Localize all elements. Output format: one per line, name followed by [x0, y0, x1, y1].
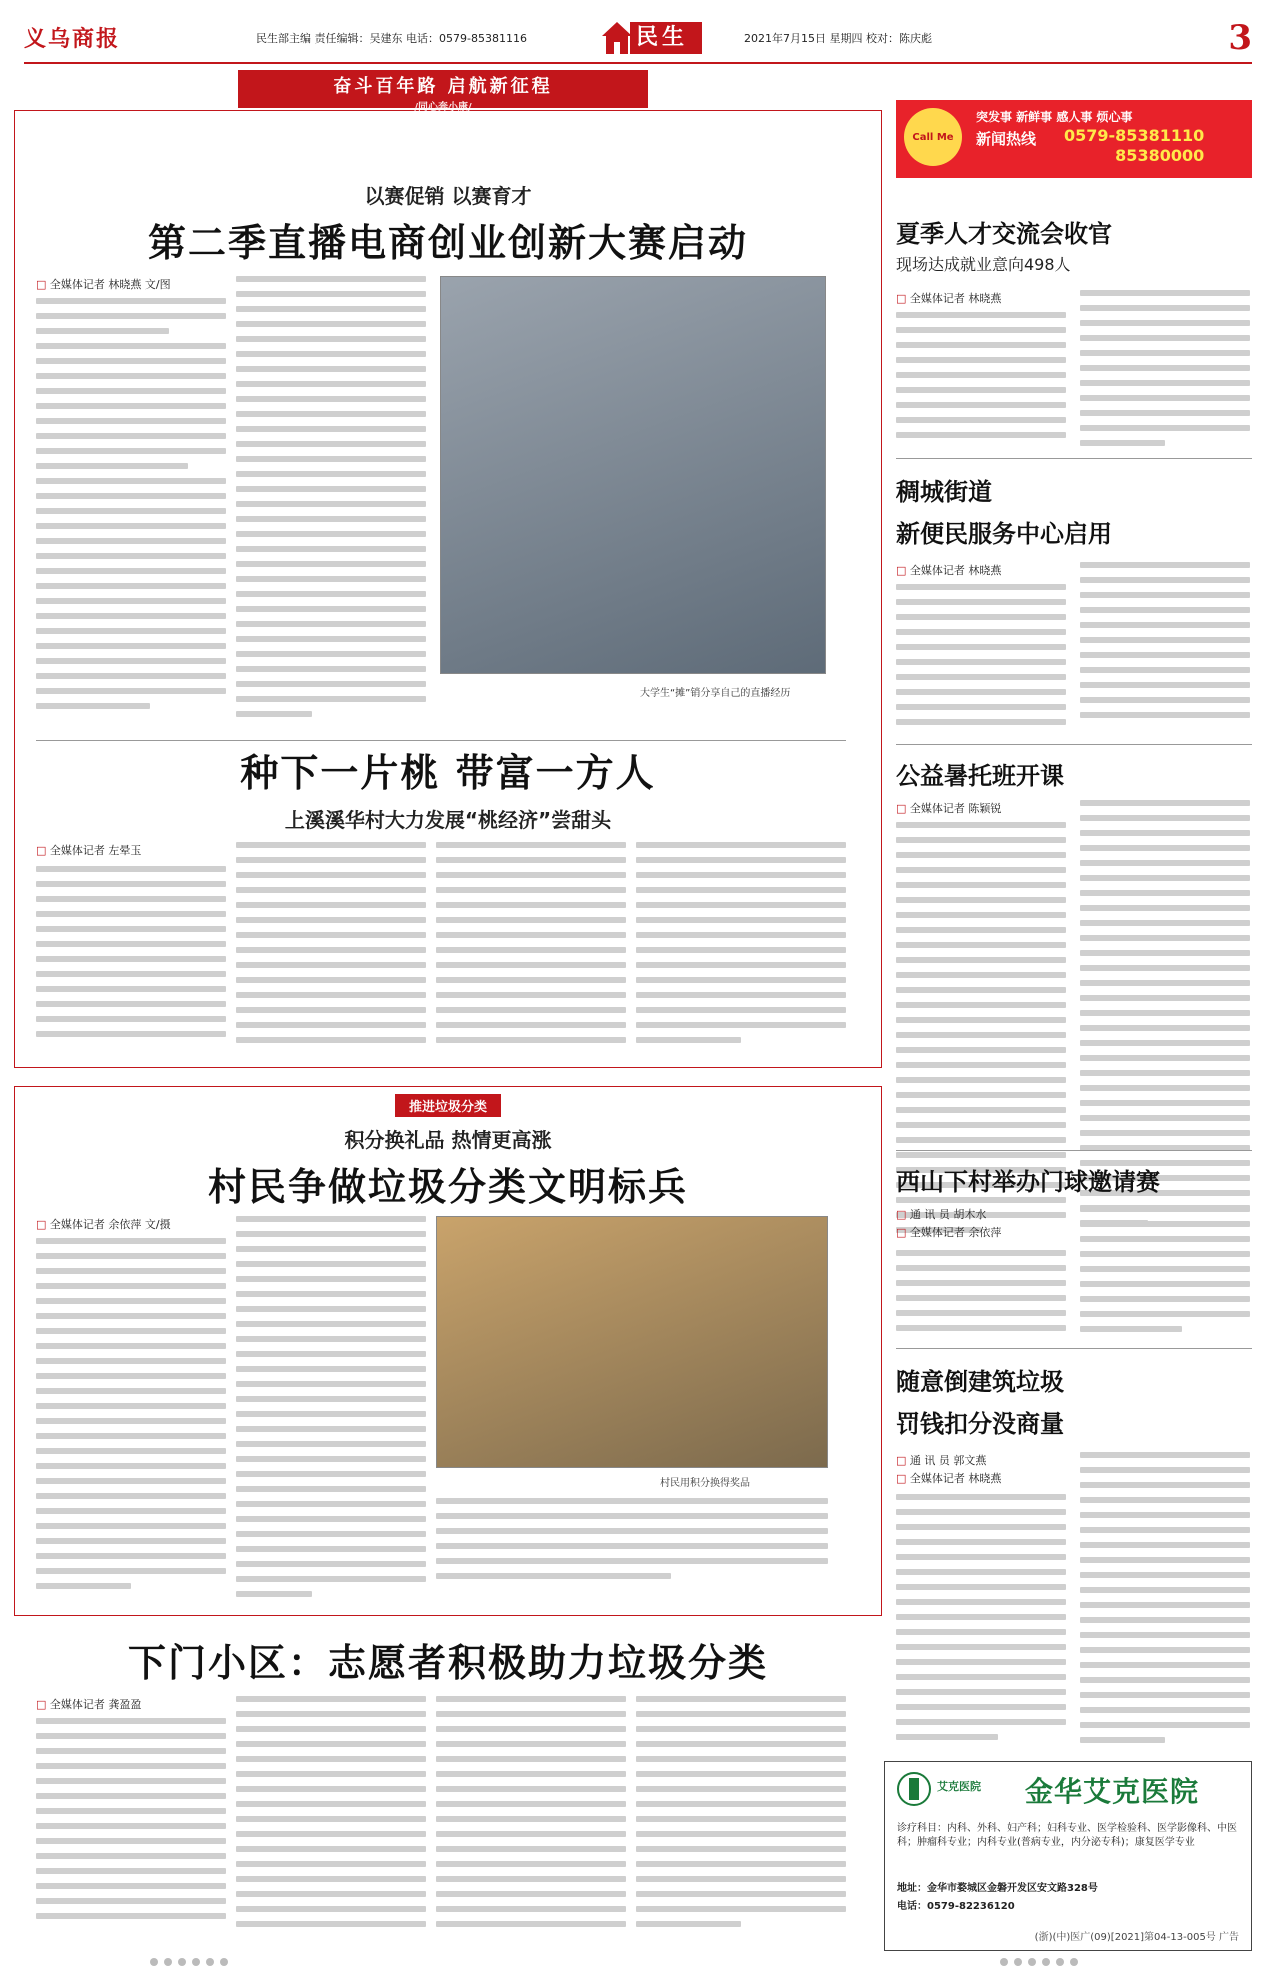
right-5-byline-2: □ 全媒体记者 林晓燕: [896, 1470, 1001, 1486]
article-3-col-2: [236, 1216, 426, 1606]
right-2-col-1: [896, 584, 1066, 734]
news-hotline-ad: [896, 100, 1252, 178]
page-number: 3: [1228, 18, 1252, 58]
article-3-byline: □ 全媒体记者 余依萍 文/摄: [36, 1216, 171, 1232]
right-5-col-2: [1080, 1452, 1250, 1752]
article-2-byline: □ 全媒体记者 左晕玉: [36, 842, 141, 858]
right-1-col-1: [896, 312, 1066, 447]
right-4-byline-2: □ 全媒体记者 余依萍: [896, 1224, 1001, 1240]
right-5-col-1: [896, 1494, 1066, 1749]
article-1-col-1: [36, 298, 226, 718]
article-2-col-4: [636, 842, 846, 1052]
article-2-col-1: [36, 866, 226, 1046]
right-1-title: 夏季人才交流会收官: [896, 220, 1112, 248]
article-4-byline: □ 全媒体记者 龚盈盈: [36, 1696, 141, 1712]
article-2-subtitle: 上溪溪华村大力发展“桃经济”尝甜头: [284, 808, 612, 832]
ad-license: (浙)(中)医广(09)[2021]第04-13-005号 广告: [1034, 1932, 1239, 1943]
hotline-title: 新闻热线: [976, 130, 1037, 148]
header-rule: [24, 62, 1252, 64]
hospital-ad: [884, 1761, 1252, 1951]
right-divider-2: [896, 744, 1252, 745]
article-4-col-2: [236, 1696, 426, 1936]
anniversary-banner: [238, 70, 648, 113]
hospital-logo-icon: [897, 1772, 931, 1806]
masthead: [24, 18, 1252, 58]
article-4-col-4: [636, 1696, 846, 1936]
ad-address: 地址：金华市婺城区金磐开发区安文路328号: [897, 1883, 1098, 1894]
article-3-tag-label: 推进垃圾分类: [395, 1094, 501, 1117]
right-4-title: 西山下村举办门球邀请赛: [896, 1168, 1160, 1196]
right-divider-3: [896, 1150, 1252, 1151]
ad-services: 诊疗科目：内科、外科、妇产科；妇科专业、医学检验科、医学影像科、中医科；肿瘤科专业；内科专业(普病专业，内分泌专科)；康复医学专业: [897, 1823, 1237, 1848]
article-1-byline: □ 全媒体记者 林晓燕 文/图: [36, 276, 171, 292]
article-4-col-1: [36, 1718, 226, 1928]
article-3-title: 村民争做垃圾分类文明标兵: [207, 1165, 688, 1209]
right-2-title-2: 新便民服务中心启用: [896, 520, 1112, 548]
article-4-col-3: [436, 1696, 626, 1936]
right-4-byline-1: □ 通 讯 员 胡木水: [896, 1206, 986, 1222]
date-line: 2021年7月15日 星期四 校对：陈庆彪: [744, 32, 932, 45]
banner-title: 奋斗百年路 启航新征程: [333, 76, 553, 97]
ad-title: 金华艾克医院: [1025, 1775, 1200, 1808]
right-divider-4: [896, 1348, 1252, 1349]
editor-info: 民生部主编 责任编辑：吴建东 电话：0579-85381116: [256, 32, 527, 45]
hotline-tags: 突发事 新鲜事 感人事 烦心事: [976, 110, 1133, 124]
article-3-kicker: 积分换礼品 热情更高涨: [344, 1128, 552, 1152]
right-4-col-2: [1080, 1206, 1250, 1341]
right-5-title-1: 随意倒建筑垃圾: [896, 1368, 1064, 1396]
ad-phone: 电话：0579-82236120: [897, 1901, 1015, 1912]
article-2-col-2: [236, 842, 426, 1052]
article-3-tag: [14, 1094, 882, 1117]
article-1-photo: [440, 276, 826, 674]
section-name: 民生: [630, 22, 702, 54]
article-1-col-2: [236, 276, 426, 726]
right-3-byline: □ 全媒体记者 陈颖锐: [896, 800, 1001, 816]
right-2-title-1: 稠城街道: [896, 478, 992, 506]
right-5-byline-1: □ 通 讯 员 郭文燕: [896, 1452, 986, 1468]
hotline-phone: [1064, 126, 1204, 166]
article-1-caption: 大学生“摊”销分享自己的直播经历: [640, 688, 791, 699]
paper-name: 义乌商报: [24, 26, 121, 52]
divider-1: [36, 740, 846, 741]
article-1-kicker: 以赛促销 以赛育才: [364, 184, 532, 208]
right-divider-1: [896, 458, 1252, 459]
right-1-subtitle: 现场达成就业意向498人: [896, 255, 1071, 274]
banner-subtitle: /同心奔小康/: [414, 102, 472, 113]
section-tab: [602, 18, 702, 58]
article-3-photo: [436, 1216, 828, 1468]
ad-subtitle: 艾克医院: [937, 1780, 981, 1793]
right-2-byline: □ 全媒体记者 林晓燕: [896, 562, 1001, 578]
right-3-title: 公益暑托班开课: [896, 762, 1064, 790]
hotline-phone-2: 85380000: [1115, 146, 1205, 165]
house-icon: [602, 22, 632, 54]
right-4-col-1: [896, 1250, 1066, 1340]
footer-dots-left: [150, 1958, 270, 1966]
article-2-title: 种下一片桃 带富一方人: [240, 751, 656, 795]
article-3-col-1: [36, 1238, 226, 1598]
footer-dots-right: [1000, 1958, 1120, 1966]
article-3-caption: 村民用积分换得奖品: [660, 1478, 750, 1489]
right-1-byline: □ 全媒体记者 林晓燕: [896, 290, 1001, 306]
right-1-col-2: [1080, 290, 1250, 455]
article-2-col-3: [436, 842, 626, 1052]
hotline-phone-1: 0579-85381110: [1064, 126, 1205, 145]
right-2-col-2: [1080, 562, 1250, 727]
phone-icon: Call Me: [904, 108, 962, 166]
right-5-title-2: 罚钱扣分没商量: [896, 1410, 1064, 1438]
article-1-title: 第二季直播电商创业创新大赛启动: [147, 221, 748, 265]
article-4-title: 下门小区：志愿者积极助力垃圾分类: [127, 1641, 768, 1685]
article-3-col-3: [436, 1498, 828, 1588]
